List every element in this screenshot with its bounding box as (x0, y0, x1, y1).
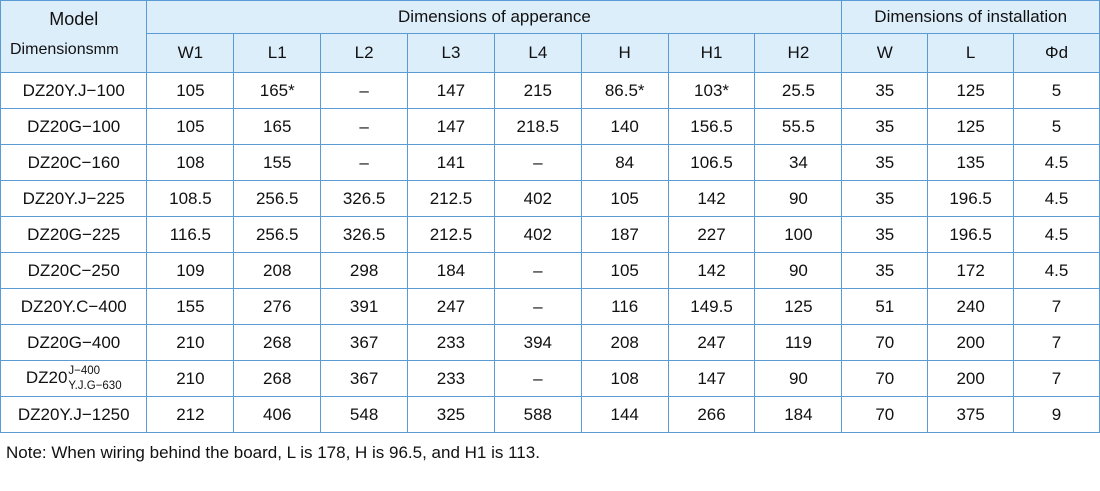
table-row (1, 145, 1100, 181)
column-header-l1: L1 (234, 34, 321, 73)
table-row (1, 325, 1100, 361)
cell-phi-d: 7 (1014, 289, 1100, 325)
cell-l2: 326.5 (321, 217, 408, 253)
cell-h: 208 (581, 325, 668, 361)
cell-phi-d: 4.5 (1014, 217, 1100, 253)
cell-w: 35 (842, 253, 928, 289)
cell-h: 105 (581, 253, 668, 289)
row-model: DZ20G−400 (1, 325, 147, 361)
cell-h: 86.5* (581, 73, 668, 109)
column-header-l2: L2 (321, 34, 408, 73)
cell-h: 187 (581, 217, 668, 253)
cell-phi-d: 7 (1014, 361, 1100, 397)
cell-l4: 402 (494, 181, 581, 217)
cell-l1: 165 (234, 109, 321, 145)
column-header-h2: H2 (755, 34, 842, 73)
cell-l2: – (321, 109, 408, 145)
cell-l: 196.5 (928, 217, 1014, 253)
cell-h1: 247 (668, 325, 755, 361)
cell-l1: 406 (234, 397, 321, 433)
column-header-h1: H1 (668, 34, 755, 73)
table-row (1, 397, 1100, 433)
table-row (1, 217, 1100, 253)
cell-l2: 367 (321, 361, 408, 397)
cell-l2: 298 (321, 253, 408, 289)
cell-phi-d: 4.5 (1014, 145, 1100, 181)
row-model: DZ20Y.C−400 (1, 289, 147, 325)
cell-h: 116 (581, 289, 668, 325)
cell-w1: 212 (147, 397, 234, 433)
column-header-l: L (928, 34, 1014, 73)
cell-l: 125 (928, 73, 1014, 109)
cell-l3: 141 (408, 145, 495, 181)
cell-h2: 125 (755, 289, 842, 325)
row-model-fraction-bottom: Y.J.G−630 (68, 379, 122, 392)
cell-h: 108 (581, 361, 668, 397)
cell-l1: 268 (234, 361, 321, 397)
cell-phi-d: 7 (1014, 325, 1100, 361)
cell-w1: 108.5 (147, 181, 234, 217)
cell-phi-d: 4.5 (1014, 253, 1100, 289)
cell-h1: 142 (668, 253, 755, 289)
cell-l: 200 (928, 325, 1014, 361)
group-header-apperance: Dimensions of apperance (147, 1, 842, 34)
cell-l: 135 (928, 145, 1014, 181)
cell-l: 200 (928, 361, 1014, 397)
cell-l1: 268 (234, 325, 321, 361)
cell-l2: – (321, 145, 408, 181)
cell-l3: 212.5 (408, 217, 495, 253)
cell-h2: 34 (755, 145, 842, 181)
cell-w1: 105 (147, 73, 234, 109)
row-model-fraction (68, 364, 121, 393)
cell-l4: 215 (494, 73, 581, 109)
cell-l1: 155 (234, 145, 321, 181)
cell-w: 35 (842, 145, 928, 181)
cell-h1: 147 (668, 361, 755, 397)
cell-h1: 142 (668, 181, 755, 217)
row-model-stacked (26, 364, 122, 393)
cell-l2: 367 (321, 325, 408, 361)
cell-l4: 394 (494, 325, 581, 361)
cell-h2: 90 (755, 181, 842, 217)
table-row (1, 109, 1100, 145)
cell-phi-d: 5 (1014, 73, 1100, 109)
cell-l1: 256.5 (234, 181, 321, 217)
cell-l4: 588 (494, 397, 581, 433)
cell-h1: 149.5 (668, 289, 755, 325)
cell-l2: – (321, 73, 408, 109)
cell-l1: 276 (234, 289, 321, 325)
cell-l3: 184 (408, 253, 495, 289)
cell-w1: 210 (147, 361, 234, 397)
cell-h1: 106.5 (668, 145, 755, 181)
column-header-l4: L4 (494, 34, 581, 73)
cell-w: 35 (842, 217, 928, 253)
cell-l4: – (494, 361, 581, 397)
cell-h2: 119 (755, 325, 842, 361)
row-model-fraction-top: J−400 (68, 365, 101, 378)
cell-h1: 103* (668, 73, 755, 109)
cell-h: 105 (581, 181, 668, 217)
cell-w1: 155 (147, 289, 234, 325)
cell-w: 35 (842, 73, 928, 109)
table-column-header-row (1, 34, 1100, 73)
cell-h1: 156.5 (668, 109, 755, 145)
row-model: DZ20Y.J−100 (1, 73, 147, 109)
row-model: DZ20C−250 (1, 253, 147, 289)
table-row (1, 253, 1100, 289)
cell-l3: 147 (408, 73, 495, 109)
cell-h1: 227 (668, 217, 755, 253)
cell-h: 144 (581, 397, 668, 433)
table-row (1, 289, 1100, 325)
cell-h1: 266 (668, 397, 755, 433)
row-model: DZ20Y.J−225 (1, 181, 147, 217)
cell-h: 140 (581, 109, 668, 145)
row-model: DZ20G−100 (1, 109, 147, 145)
row-model: DZ20Y.J−1250 (1, 397, 147, 433)
cell-w: 70 (842, 397, 928, 433)
cell-l3: 233 (408, 325, 495, 361)
corner-model-label: Model (49, 8, 99, 29)
cell-h2: 90 (755, 361, 842, 397)
table-row (1, 73, 1100, 109)
cell-l2: 326.5 (321, 181, 408, 217)
table-head (1, 1, 1100, 73)
cell-h2: 55.5 (755, 109, 842, 145)
cell-l3: 233 (408, 361, 495, 397)
cell-w: 35 (842, 181, 928, 217)
cell-l2: 391 (321, 289, 408, 325)
column-header-w: W (842, 34, 928, 73)
cell-w1: 108 (147, 145, 234, 181)
cell-w: 51 (842, 289, 928, 325)
cell-h: 84 (581, 145, 668, 181)
cell-l1: 165* (234, 73, 321, 109)
table-corner-cell (1, 1, 147, 73)
cell-l4: – (494, 289, 581, 325)
cell-w1: 105 (147, 109, 234, 145)
cell-phi-d: 4.5 (1014, 181, 1100, 217)
cell-l3: 147 (408, 109, 495, 145)
cell-l1: 256.5 (234, 217, 321, 253)
row-model: DZ20G−225 (1, 217, 147, 253)
table-note: Note: When wiring behind the board, L is 178, H is 96.5, and H1 is 113. (6, 443, 540, 462)
table-row (1, 181, 1100, 217)
cell-l3: 212.5 (408, 181, 495, 217)
cell-l: 240 (928, 289, 1014, 325)
cell-l: 375 (928, 397, 1014, 433)
cell-w1: 116.5 (147, 217, 234, 253)
table-body (1, 73, 1100, 433)
cell-l: 196.5 (928, 181, 1014, 217)
cell-l3: 247 (408, 289, 495, 325)
cell-l1: 208 (234, 253, 321, 289)
cell-l2: 548 (321, 397, 408, 433)
cell-l3: 325 (408, 397, 495, 433)
cell-l4: 402 (494, 217, 581, 253)
table-row (1, 361, 1100, 397)
cell-w: 70 (842, 361, 928, 397)
corner-dimensions-label: Dimensionsmm (10, 40, 119, 58)
column-header-h: H (581, 34, 668, 73)
cell-w1: 210 (147, 325, 234, 361)
cell-h2: 90 (755, 253, 842, 289)
row-model: DZ20C−160 (1, 145, 147, 181)
cell-l: 172 (928, 253, 1014, 289)
column-header-phi-d: Φd (1014, 34, 1100, 73)
cell-l4: – (494, 145, 581, 181)
cell-phi-d: 5 (1014, 109, 1100, 145)
cell-w1: 109 (147, 253, 234, 289)
row-model-prefix: DZ20 (25, 367, 68, 387)
cell-l4: – (494, 253, 581, 289)
row-model (1, 361, 147, 397)
cell-h2: 100 (755, 217, 842, 253)
column-header-l3: L3 (408, 34, 495, 73)
cell-h2: 25.5 (755, 73, 842, 109)
cell-l: 125 (928, 109, 1014, 145)
cell-l4: 218.5 (494, 109, 581, 145)
cell-w: 70 (842, 325, 928, 361)
group-header-installation: Dimensions of installation (842, 1, 1100, 34)
cell-h2: 184 (755, 397, 842, 433)
cell-w: 35 (842, 109, 928, 145)
column-header-w1: W1 (147, 34, 234, 73)
cell-phi-d: 9 (1014, 397, 1100, 433)
table-group-header-row (1, 1, 1100, 34)
